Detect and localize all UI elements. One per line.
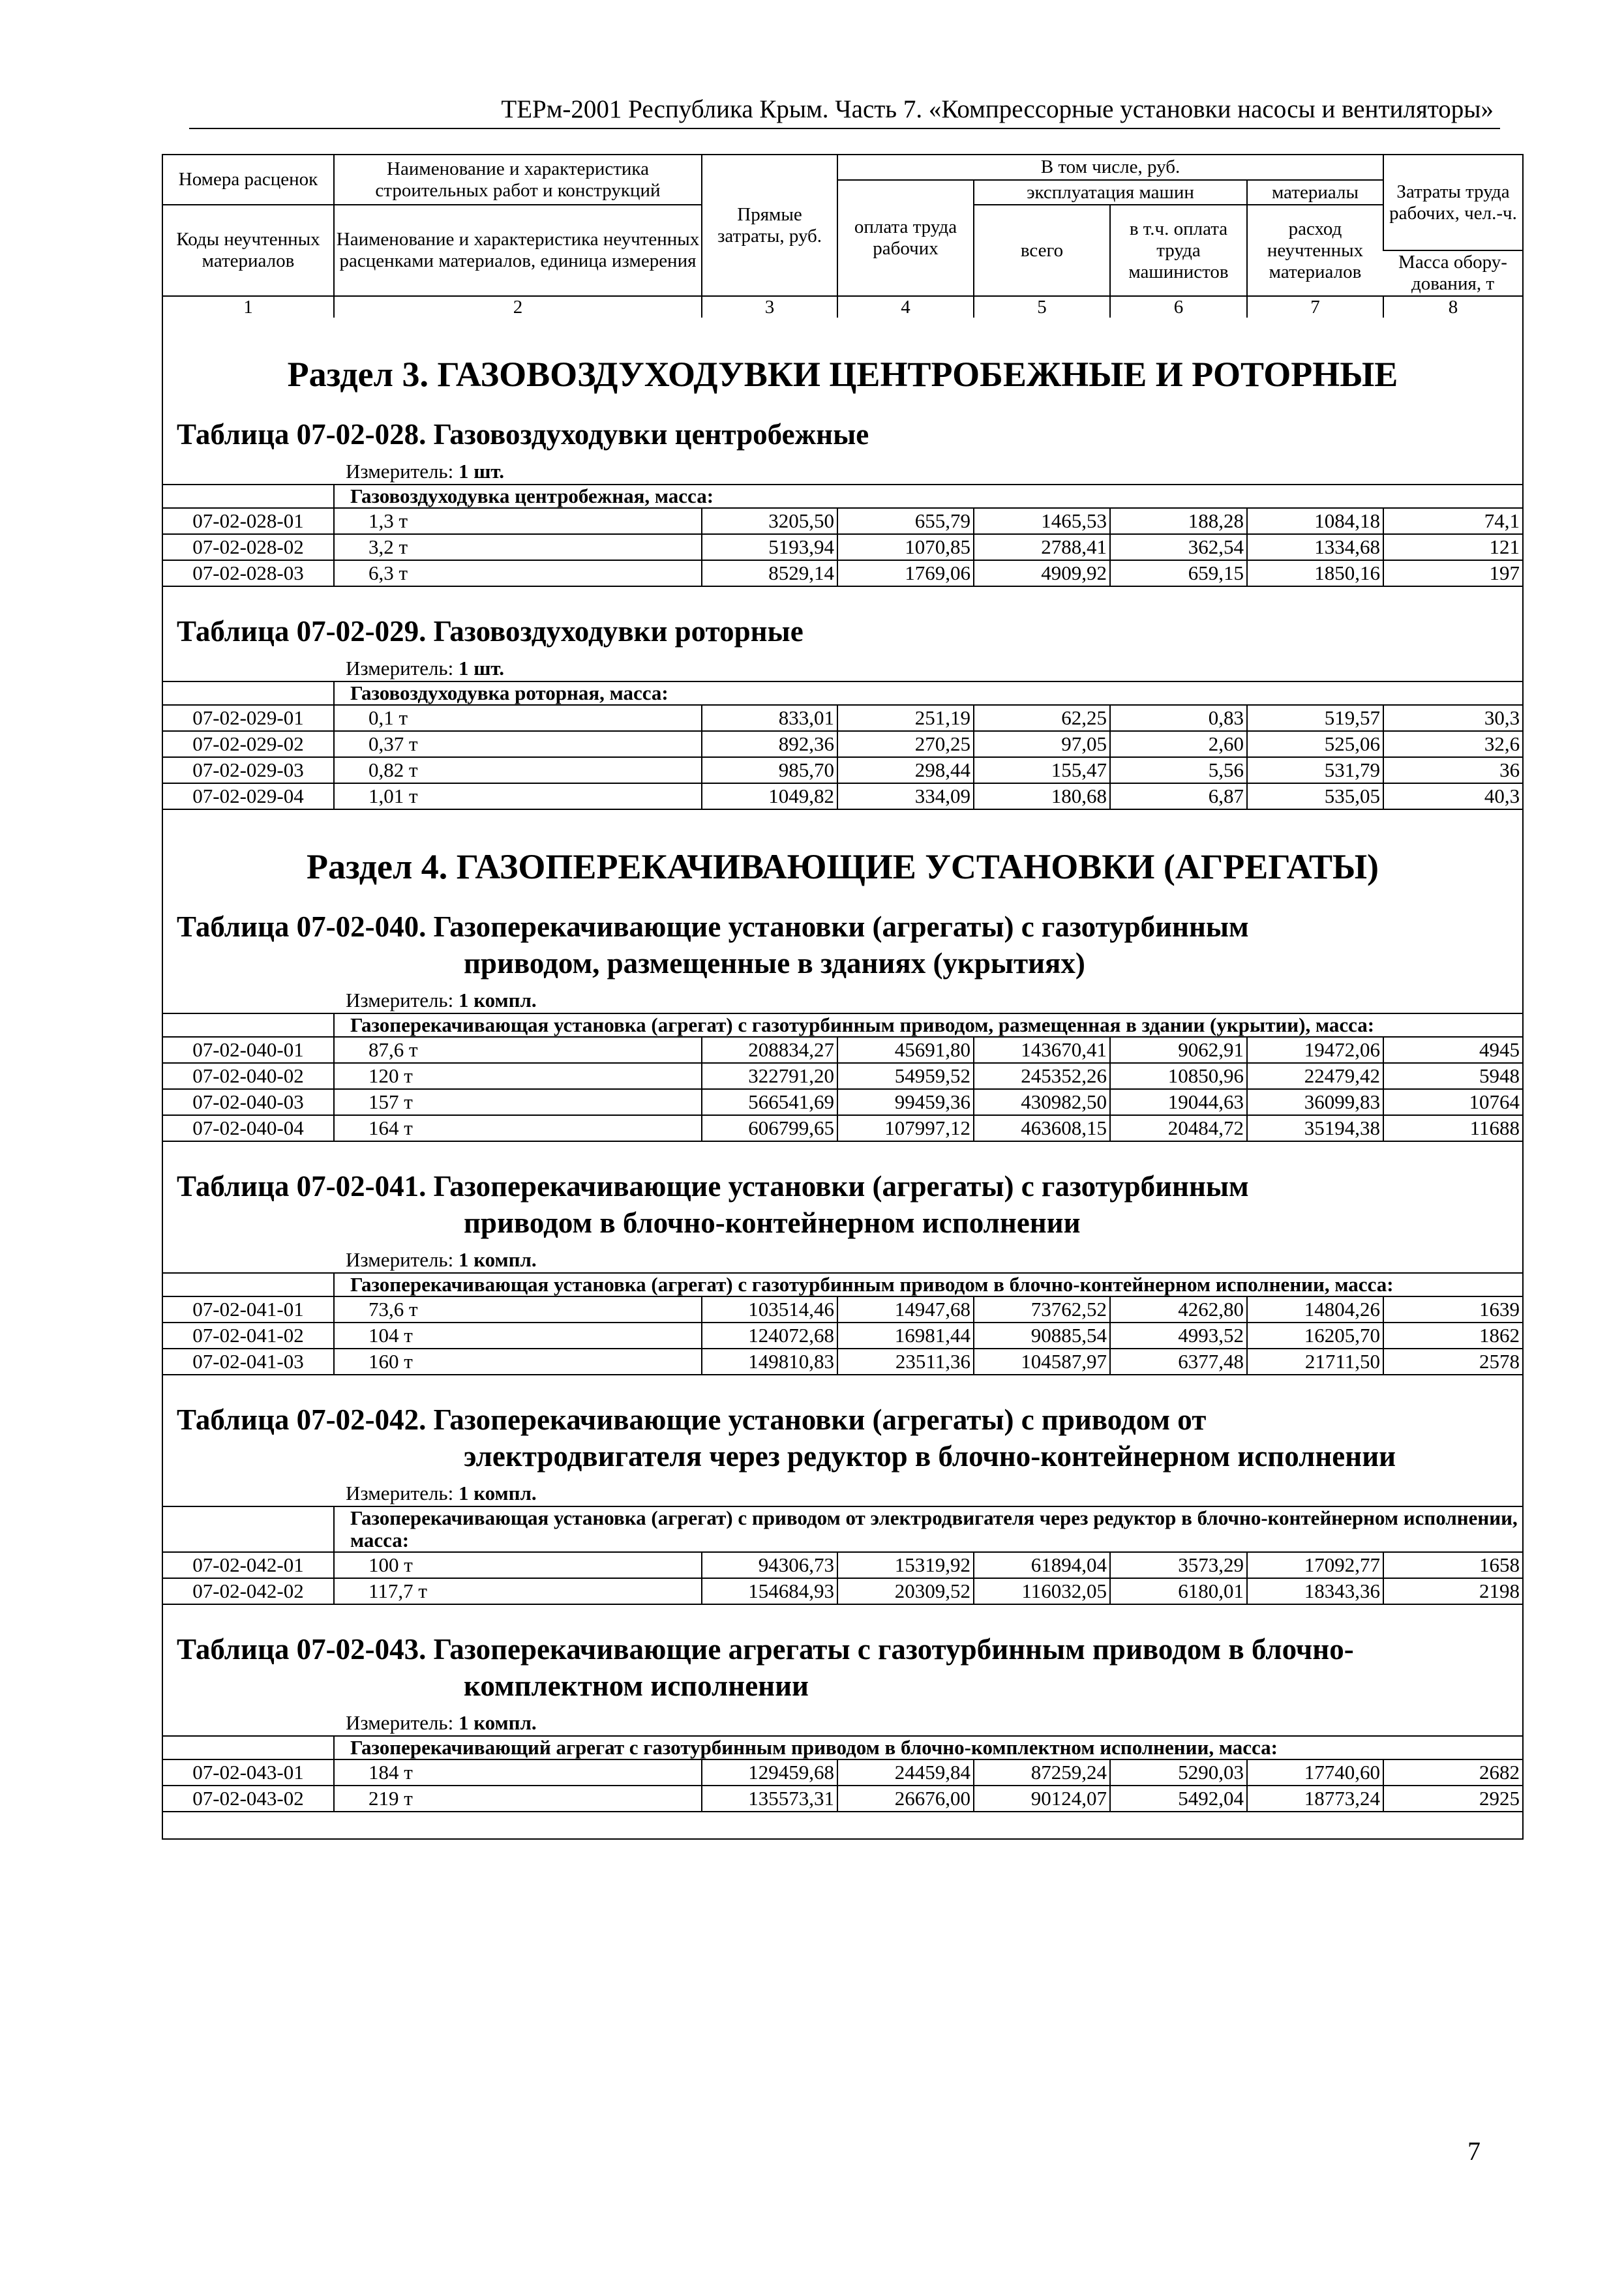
group-row-spacer: [163, 485, 334, 508]
item-name: 0,1 т: [334, 705, 702, 731]
col4-header: оплата труда рабочих: [837, 180, 974, 296]
labor-wages: 16981,44: [837, 1323, 974, 1349]
direct-costs: 154684,93: [702, 1578, 837, 1604]
rate-code: 07-02-041-03: [163, 1349, 334, 1375]
unit-label: Измеритель:: [346, 989, 459, 1011]
table-row: [163, 731, 1522, 757]
column-number: 4: [837, 296, 974, 318]
group-heading: Газовоздуходувка центробежная, масса:: [334, 485, 1522, 508]
labor-hours: 2925: [1383, 1786, 1522, 1812]
machines-total: 90124,07: [974, 1786, 1110, 1812]
table-row: [163, 1552, 1522, 1578]
labor-hours: 1862: [1383, 1323, 1522, 1349]
rate-code: 07-02-040-02: [163, 1063, 334, 1089]
operator-wages: 188,28: [1110, 508, 1247, 534]
unit-value: 1 шт.: [458, 460, 505, 483]
labor-wages: 15319,92: [837, 1552, 974, 1578]
operator-wages: 4262,80: [1110, 1296, 1247, 1323]
col2-top-header: Наименование и характеристика строительных работ и конструкций: [334, 155, 702, 205]
labor-wages: 334,09: [837, 783, 974, 809]
unit-value: 1 компл.: [458, 1711, 537, 1734]
materials-cost: 1084,18: [1247, 508, 1383, 534]
table-row: [163, 508, 1522, 534]
materials-cost: 18773,24: [1247, 1786, 1383, 1812]
machines-total: 61894,04: [974, 1552, 1110, 1578]
rate-code: 07-02-029-02: [163, 731, 334, 757]
table-title-line2: комплектном исполнении: [464, 1669, 809, 1702]
group-row-spacer: [163, 1013, 334, 1037]
labor-wages: 251,19: [837, 705, 974, 731]
item-name: 164 т: [334, 1115, 702, 1141]
group-row-spacer: [163, 681, 334, 705]
labor-wages: 20309,52: [837, 1578, 974, 1604]
machines-total: 87259,24: [974, 1759, 1110, 1786]
labor-hours: 1639: [1383, 1296, 1522, 1323]
section-title: Раздел 4. ГАЗОПЕРЕКАЧИВАЮЩИЕ УСТАНОВКИ (АГРЕГАТЫ): [307, 847, 1379, 886]
labor-hours: 2682: [1383, 1759, 1522, 1786]
group-heading: Газоперекачивающий агрегат с газотурбинным приводом в блочно-комплектном исполнении, масса:: [334, 1736, 1522, 1759]
labor-hours: 5948: [1383, 1063, 1522, 1089]
operator-wages: 6180,01: [1110, 1578, 1247, 1604]
unit-line: [163, 988, 1522, 1013]
price-table: [163, 1013, 1522, 1142]
machines-total: 155,47: [974, 757, 1110, 783]
column-header-table: [163, 155, 1522, 318]
column-number: 1: [163, 296, 334, 318]
section: [163, 846, 1522, 1812]
direct-costs: 606799,65: [702, 1115, 837, 1141]
group-row: [163, 1506, 1522, 1552]
materials-cost: 1334,68: [1247, 534, 1383, 560]
group-row: [163, 1013, 1522, 1037]
price-table: [163, 1735, 1522, 1812]
labor-hours: 197: [1383, 560, 1522, 586]
unit-label: Измеритель:: [346, 1711, 459, 1734]
col3-header: Прямые затраты, руб.: [702, 155, 837, 296]
rate-code: 07-02-041-02: [163, 1323, 334, 1349]
item-name: 117,7 т: [334, 1578, 702, 1604]
col7-header: расход неучтенных материалов: [1247, 205, 1383, 296]
machines-total: 245352,26: [974, 1063, 1110, 1089]
unit-label: Измеритель:: [346, 657, 459, 680]
table-title-line2: приводом, размещенные в зданиях (укрытиях): [464, 947, 1085, 980]
column-number: 5: [974, 296, 1110, 318]
item-name: 120 т: [334, 1063, 702, 1089]
materials-cost: 18343,36: [1247, 1578, 1383, 1604]
section: [163, 353, 1522, 810]
operator-wages: 0,83: [1110, 705, 1247, 731]
table-title: [163, 908, 1522, 981]
unit-value: 1 шт.: [458, 657, 505, 680]
labor-hours: 121: [1383, 534, 1522, 560]
price-table: [163, 484, 1522, 587]
col1-top-header: Номера расценок: [163, 155, 334, 205]
labor-wages: 23511,36: [837, 1349, 974, 1375]
table-row: [163, 1115, 1522, 1141]
labor-hours: 74,1: [1383, 508, 1522, 534]
page-header: [189, 91, 1500, 129]
table-title: [163, 1631, 1522, 1704]
table-row: [163, 1296, 1522, 1323]
rate-code: 07-02-041-01: [163, 1296, 334, 1323]
machines-total: 2788,41: [974, 534, 1110, 560]
materials-cost: 525,06: [1247, 731, 1383, 757]
labor-wages: 24459,84: [837, 1759, 974, 1786]
machines-total: 463608,15: [974, 1115, 1110, 1141]
materials-cost: 519,57: [1247, 705, 1383, 731]
operator-wages: 2,60: [1110, 731, 1247, 757]
unit-value: 1 компл.: [458, 1482, 537, 1504]
labor-wages: 45691,80: [837, 1037, 974, 1063]
table-row: [163, 534, 1522, 560]
price-table: [163, 681, 1522, 810]
materials-cost: 22479,42: [1247, 1063, 1383, 1089]
column-number: 2: [334, 296, 702, 318]
price-table: [163, 1272, 1522, 1375]
col1-bottom-header: Коды неучтенных материалов: [163, 205, 334, 296]
rate-code: 07-02-040-03: [163, 1089, 334, 1115]
price-table-block: [163, 1631, 1522, 1812]
price-table-block: [163, 416, 1522, 587]
table-title: [163, 1168, 1522, 1241]
page-number: 7: [1467, 2136, 1481, 2166]
materials-cost: 14804,26: [1247, 1296, 1383, 1323]
item-name: 3,2 т: [334, 534, 702, 560]
operator-wages: 4993,52: [1110, 1323, 1247, 1349]
materials-cost: 531,79: [1247, 757, 1383, 783]
price-table-block: [163, 908, 1522, 1142]
price-table: [163, 1506, 1522, 1605]
operator-wages: 3573,29: [1110, 1552, 1247, 1578]
column-number: 3: [702, 296, 837, 318]
item-name: 1,3 т: [334, 508, 702, 534]
materials-cost: 1850,16: [1247, 560, 1383, 586]
rate-code: 07-02-028-01: [163, 508, 334, 534]
operator-wages: 5290,03: [1110, 1759, 1247, 1786]
table-row: [163, 1037, 1522, 1063]
item-name: 0,82 т: [334, 757, 702, 783]
price-table-block: [163, 1401, 1522, 1605]
item-name: 1,01 т: [334, 783, 702, 809]
machines-total: 143670,41: [974, 1037, 1110, 1063]
price-table-block: [163, 613, 1522, 810]
group-row: [163, 681, 1522, 705]
unit-value: 1 компл.: [458, 1248, 537, 1271]
materials-cost: 535,05: [1247, 783, 1383, 809]
column-number: 8: [1383, 296, 1522, 318]
labor-hours: 11688: [1383, 1115, 1522, 1141]
labor-hours: 10764: [1383, 1089, 1522, 1115]
labor-wages: 1070,85: [837, 534, 974, 560]
labor-wages: 1769,06: [837, 560, 974, 586]
sections-container: [163, 353, 1522, 1812]
operator-wages: 6,87: [1110, 783, 1247, 809]
table-row: [163, 1786, 1522, 1812]
materials-cost: 17740,60: [1247, 1759, 1383, 1786]
table-title-line1: Таблица 07-02-040. Газоперекачивающие установки (агрегаты) с газотурбинным: [177, 910, 1249, 943]
table-row: [163, 1323, 1522, 1349]
rate-code: 07-02-029-04: [163, 783, 334, 809]
direct-costs: 208834,27: [702, 1037, 837, 1063]
operator-wages: 5492,04: [1110, 1786, 1247, 1812]
rate-code: 07-02-043-01: [163, 1759, 334, 1786]
direct-costs: 892,36: [702, 731, 837, 757]
table-title: [163, 613, 1522, 650]
machines-total: 90885,54: [974, 1323, 1110, 1349]
item-name: 6,3 т: [334, 560, 702, 586]
group-heading: Газоперекачивающая установка (агрегат) с газотурбинным приводом в блочно-контейнерном исполнении, масса:: [334, 1273, 1522, 1296]
labor-wages: 54959,52: [837, 1063, 974, 1089]
operator-wages: 6377,48: [1110, 1349, 1247, 1375]
materials-cost: 19472,06: [1247, 1037, 1383, 1063]
unit-label: Измеритель:: [346, 1248, 459, 1271]
table-title-line2: электродвигателя через редуктор в блочно-контейнерном исполнении: [464, 1440, 1396, 1473]
labor-hours: 2578: [1383, 1349, 1522, 1375]
col5-header: всего: [974, 205, 1110, 296]
direct-costs: 94306,73: [702, 1552, 837, 1578]
item-name: 104 т: [334, 1323, 702, 1349]
item-name: 157 т: [334, 1089, 702, 1115]
operator-wages: 362,54: [1110, 534, 1247, 560]
table-row: [163, 1578, 1522, 1604]
item-name: 0,37 т: [334, 731, 702, 757]
labor-wages: 99459,36: [837, 1089, 974, 1115]
group-row: [163, 485, 1522, 508]
table-row: [163, 560, 1522, 586]
group-row: [163, 1736, 1522, 1759]
labor-wages: 107997,12: [837, 1115, 974, 1141]
labor-hours: 36: [1383, 757, 1522, 783]
item-name: 87,6 т: [334, 1037, 702, 1063]
col6-header: в т.ч. оплата труда машинистов: [1110, 205, 1247, 296]
group-heading: Газовоздуходувка роторная, масса:: [334, 681, 1522, 705]
column-number: 7: [1247, 296, 1383, 318]
machines-total: 104587,97: [974, 1349, 1110, 1375]
materials-cost: 16205,70: [1247, 1323, 1383, 1349]
unit-line: [163, 1711, 1522, 1735]
operator-wages: 10850,96: [1110, 1063, 1247, 1089]
machines-total: 4909,92: [974, 560, 1110, 586]
section-title: Раздел 3. ГАЗОВОЗДУХОДУВКИ ЦЕНТРОБЕЖНЫЕ И РОТОРНЫЕ: [287, 355, 1398, 394]
materials-cost: 17092,77: [1247, 1552, 1383, 1578]
table-title: [163, 1401, 1522, 1474]
direct-costs: 3205,50: [702, 508, 837, 534]
table-title-line2: приводом в блочно-контейнерном исполнении: [464, 1206, 1081, 1239]
labor-wages: 26676,00: [837, 1786, 974, 1812]
operator-wages: 659,15: [1110, 560, 1247, 586]
direct-costs: 985,70: [702, 757, 837, 783]
labor-hours: 40,3: [1383, 783, 1522, 809]
rate-code: 07-02-029-03: [163, 757, 334, 783]
item-name: 219 т: [334, 1786, 702, 1812]
table-row: [163, 1349, 1522, 1375]
group-row: [163, 1273, 1522, 1296]
group-heading: Газоперекачивающая установка (агрегат) с приводом от электродвигателя через редуктор в блочно-контейнерном исполнении, масса:: [334, 1506, 1522, 1552]
rate-code: 07-02-040-01: [163, 1037, 334, 1063]
rate-code: 07-02-028-03: [163, 560, 334, 586]
table-title-line1: Таблица 07-02-041. Газоперекачивающие установки (агрегаты) с газотурбинным: [177, 1170, 1249, 1203]
operator-wages: 20484,72: [1110, 1115, 1247, 1141]
unit-label: Измеритель:: [346, 1482, 459, 1504]
labor-wages: 270,25: [837, 731, 974, 757]
rate-code: 07-02-040-04: [163, 1115, 334, 1141]
unit-line: [163, 656, 1522, 681]
materials-header: материалы: [1247, 180, 1383, 205]
labor-wages: 298,44: [837, 757, 974, 783]
direct-costs: 1049,82: [702, 783, 837, 809]
labor-hours: 2198: [1383, 1578, 1522, 1604]
item-name: 73,6 т: [334, 1296, 702, 1323]
direct-costs: 135573,31: [702, 1786, 837, 1812]
table-title-line1: Таблица 07-02-043. Газоперекачивающие агрегаты с газотурбинным приводом в блочно-: [177, 1633, 1354, 1666]
labor-wages: 655,79: [837, 508, 974, 534]
table-title-line1: Таблица 07-02-028. Газовоздуходувки центробежные: [177, 418, 869, 451]
machines-total: 1465,53: [974, 508, 1110, 534]
unit-label: Измеритель:: [346, 460, 459, 483]
unit-line: [163, 459, 1522, 484]
direct-costs: 103514,46: [702, 1296, 837, 1323]
unit-line: [163, 1248, 1522, 1272]
col8-bottom-header: Масса обору-дования, т: [1383, 250, 1522, 296]
direct-costs: 149810,83: [702, 1349, 837, 1375]
materials-cost: 36099,83: [1247, 1089, 1383, 1115]
table-row: [163, 783, 1522, 809]
rate-code: 07-02-042-01: [163, 1552, 334, 1578]
machines-total: 97,05: [974, 731, 1110, 757]
unit-line: [163, 1481, 1522, 1506]
labor-hours: 30,3: [1383, 705, 1522, 731]
direct-costs: 5193,94: [702, 534, 837, 560]
table-row: [163, 705, 1522, 731]
labor-hours: 4945: [1383, 1037, 1522, 1063]
rate-code: 07-02-029-01: [163, 705, 334, 731]
machines-header: эксплуатация машин: [974, 180, 1247, 205]
column-number: 6: [1110, 296, 1247, 318]
item-name: 184 т: [334, 1759, 702, 1786]
group-row-spacer: [163, 1506, 334, 1552]
direct-costs: 566541,69: [702, 1089, 837, 1115]
in-total-header: В том числе, руб.: [837, 155, 1383, 180]
rate-code: 07-02-043-02: [163, 1786, 334, 1812]
table-title-line1: Таблица 07-02-029. Газовоздуходувки роторные: [177, 615, 804, 648]
machines-total: 62,25: [974, 705, 1110, 731]
table-row: [163, 1063, 1522, 1089]
operator-wages: 5,56: [1110, 757, 1247, 783]
labor-hours: 32,6: [1383, 731, 1522, 757]
item-name: 160 т: [334, 1349, 702, 1375]
table-title-line1: Таблица 07-02-042. Газоперекачивающие установки (агрегаты) с приводом от: [177, 1403, 1207, 1436]
direct-costs: 124072,68: [702, 1323, 837, 1349]
materials-cost: 35194,38: [1247, 1115, 1383, 1141]
group-heading: Газоперекачивающая установка (агрегат) с газотурбинным приводом, размещенная в здании (укрытии), масса:: [334, 1013, 1522, 1037]
direct-costs: 322791,20: [702, 1063, 837, 1089]
direct-costs: 129459,68: [702, 1759, 837, 1786]
materials-cost: 21711,50: [1247, 1349, 1383, 1375]
labor-wages: 14947,68: [837, 1296, 974, 1323]
direct-costs: 8529,14: [702, 560, 837, 586]
unit-value: 1 компл.: [458, 989, 537, 1011]
col8-top-header: Затраты труда рабочих, чел.-ч.: [1383, 155, 1522, 250]
machines-total: 116032,05: [974, 1578, 1110, 1604]
page-header-title: ТЕРм-2001 Республика Крым. Часть 7. «Компрессорные установки насосы и вентиляторы»: [501, 95, 1494, 123]
table-row: [163, 1089, 1522, 1115]
rate-code: 07-02-028-02: [163, 534, 334, 560]
group-row-spacer: [163, 1736, 334, 1759]
table-row: [163, 757, 1522, 783]
machines-total: 430982,50: [974, 1089, 1110, 1115]
machines-total: 73762,52: [974, 1296, 1110, 1323]
table-row: [163, 1759, 1522, 1786]
group-row-spacer: [163, 1273, 334, 1296]
labor-hours: 1658: [1383, 1552, 1522, 1578]
price-table-frame: [162, 154, 1524, 1840]
price-table-block: [163, 1168, 1522, 1375]
machines-total: 180,68: [974, 783, 1110, 809]
direct-costs: 833,01: [702, 705, 837, 731]
operator-wages: 9062,91: [1110, 1037, 1247, 1063]
column-numbers-row: [163, 296, 1522, 318]
table-title: [163, 416, 1522, 453]
operator-wages: 19044,63: [1110, 1089, 1247, 1115]
rate-code: 07-02-042-02: [163, 1578, 334, 1604]
item-name: 100 т: [334, 1552, 702, 1578]
col2-bottom-header: Наименование и характеристика неучтенных расценками материалов, единица измерения: [334, 205, 702, 296]
